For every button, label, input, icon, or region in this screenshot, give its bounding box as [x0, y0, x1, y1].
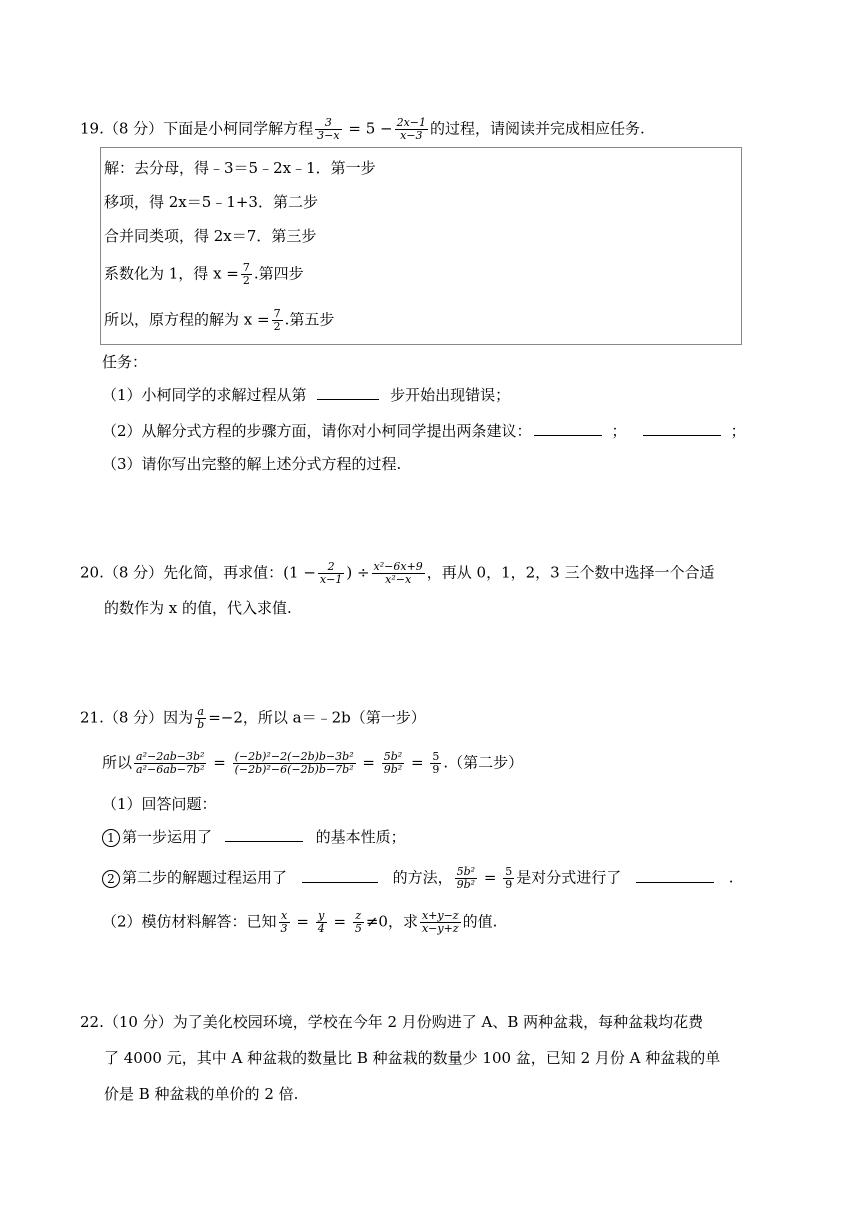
- answer-blank[interactable]: [643, 421, 721, 436]
- q19-task-1: （1）小柯同学的求解过程从第 步开始出现错误；: [102, 386, 511, 404]
- q19-box-line-4: 系数化为 1，得 x = $\frac{7}{2}$ .第四步: [104, 261, 304, 287]
- q19-box-line-5: 所以，原方程的解为 x = $\frac{7}{2}$ .第五步: [104, 307, 335, 333]
- q19-box-line-3: 合并同类项，得 2x＝7．第三步: [104, 227, 317, 245]
- q19-task-title: 任务：: [102, 353, 148, 371]
- q19-box-line-1: 解：去分母，得﹣3＝5﹣2x﹣1．第一步: [104, 159, 376, 177]
- answer-blank[interactable]: [225, 827, 303, 842]
- answer-blank[interactable]: [636, 868, 714, 883]
- q21-sub-1: 1 第一步运用了 的基本性质；: [102, 827, 406, 847]
- answer-blank[interactable]: [317, 385, 379, 400]
- q19-fraction-2: $\frac{2x-1}{x-3}$: [396, 116, 426, 142]
- q19-task-2: （2）从解分式方程的步骤方面，请你对小柯同学提出两条建议： ； ；: [102, 422, 746, 440]
- q19-box-line-2: 移项，得 2x＝5﹣1+3．第二步: [104, 193, 318, 211]
- circled-number-2: 2: [102, 870, 120, 888]
- q20-stem-line-2: 的数作为 x 的值，代入求值.: [104, 599, 292, 617]
- answer-blank[interactable]: [534, 421, 602, 436]
- q19-fraction-1: $\frac{3}{3-x}$: [317, 116, 340, 142]
- q21-stem: 21.（8 分）因为 $\frac{a}{b}$ =−2，所以 a＝﹣2b（第一步）: [80, 705, 426, 731]
- q21-part-2: （2）模仿材料解答：已知 $\frac{x}{3}$ = $\frac{y}{4}$ = $\frac{z}{5}$ ≠0，求 $\frac{x+y-z}{x-y+z}$ 的值.: [102, 909, 498, 935]
- q22-line-2: 了 4000 元，其中 A 种盆栽的数量比 B 种盆栽的数量少 100 盆，已知 2 月份 A 种盆栽的单: [104, 1049, 721, 1067]
- q19-stem: 19.（8 分）下面是小柯同学解方程 $\frac{3}{3-x}$ = 5 − $\frac{2x-1}{x-3}$ 的过程，请阅读并完成相应任务.: [80, 116, 645, 142]
- q22-line-1: 22.（10 分）为了美化校园环境，学校在今年 2 月份购进了 A、B 两种盆栽，每种盆栽均花费: [80, 1013, 704, 1031]
- q21-part-1: （1）回答问题：: [102, 795, 217, 813]
- q22-line-3: 价是 B 种盆栽的单价的 2 倍.: [104, 1085, 299, 1103]
- q20-stem: 20.（8 分）先化简，再求值：(1 − $\frac{2}{x-1}$ ) ÷ $\frac{\text{x²−6x+9}}{\text{x²−x}}$ ，再从 0，1，2，3 三个数中选择一个合适: [80, 560, 715, 586]
- q19-task-3: （3）请你写出完整的解上述分式方程的过程.: [102, 455, 402, 473]
- q21-derivation: 所以 $\frac{\text{a²−2ab−3b²}}{\text{a²−6ab−7b²}}$ = $\frac{\text{(−2b)²−2(−2b)b−3b²}}{\text{(−2b)²−6(−2b)b−7b²}}$ = $\frac{\text{5b²}}{\text{9b²}}$ = $\frac{5}{9}$ .（第二步）: [102, 750, 524, 776]
- answer-blank[interactable]: [302, 868, 378, 883]
- q21-sub-2: 2 第二步的解题过程运用了 的方法， $\frac{\text{5b²}}{\text{9b²}}$ = $\frac{5}{9}$ 是对分式进行了 .: [102, 866, 734, 891]
- circled-number-1: 1: [102, 829, 120, 847]
